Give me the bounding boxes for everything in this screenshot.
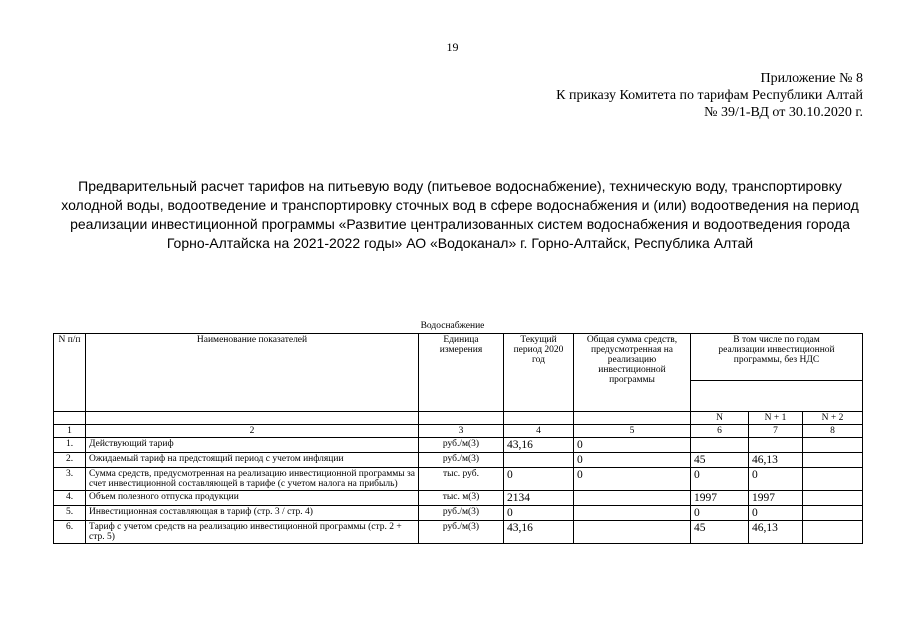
table-row bbox=[54, 453, 863, 468]
row-name: Сумма средств, предусмотренная на реализацию инвестиционной программы за счет инвестиционной составляющей в тарифе (с учетом налога на прибыль) bbox=[86, 468, 419, 491]
row-name: Тариф с учетом средств на реализацию инвестиционной программы (стр. 2 + стр. 5) bbox=[86, 521, 419, 544]
header-year-n2: N + 2 bbox=[803, 412, 863, 425]
row-current: 0 bbox=[504, 506, 574, 521]
row-name: Объем полезного отпуска продукции bbox=[86, 491, 419, 506]
title-line-4: Горно-Алтайска на 2021-2022 годы» АО «Водоканал» г. Горно-Алтайск, Республика Алтай bbox=[166, 235, 754, 251]
row-current: 0 bbox=[504, 468, 574, 491]
header-unit: Единица измерения bbox=[419, 334, 504, 412]
row-total bbox=[574, 506, 691, 521]
header-by-years: В том числе по годам реализации инвестиционной программы, без НДС bbox=[691, 334, 863, 381]
row-year-n: 0 bbox=[691, 506, 749, 521]
page-number: 19 bbox=[446, 40, 459, 54]
header-row bbox=[54, 334, 863, 381]
row-total: 0 bbox=[574, 438, 691, 453]
row-current bbox=[504, 453, 574, 468]
column-number-row bbox=[54, 425, 863, 438]
header-current: Текущий период 2020 год bbox=[504, 334, 574, 412]
row-name: Ожидаемый тариф на предстоящий период с учетом инфляции bbox=[86, 453, 419, 468]
header-years-row bbox=[54, 412, 863, 425]
row-num: 5. bbox=[54, 506, 86, 521]
header-year-n1: N + 1 bbox=[749, 412, 803, 425]
tariff-table bbox=[53, 333, 863, 544]
row-year-n2 bbox=[803, 491, 863, 506]
row-unit: руб./м(3) bbox=[419, 521, 504, 544]
appendix-block bbox=[556, 70, 863, 121]
table-row bbox=[54, 521, 863, 544]
table-row bbox=[54, 491, 863, 506]
row-year-n2 bbox=[803, 468, 863, 491]
row-unit: тыс. м(3) bbox=[419, 491, 504, 506]
table-row bbox=[54, 438, 863, 453]
col-number: 8 bbox=[803, 425, 863, 438]
row-year-n: 1997 bbox=[691, 491, 749, 506]
row-year-n1 bbox=[749, 438, 803, 453]
header-name: Наименование показателей bbox=[86, 334, 419, 412]
row-year-n1: 0 bbox=[749, 468, 803, 491]
row-year-n2 bbox=[803, 521, 863, 544]
row-year-n1: 46,13 bbox=[749, 453, 803, 468]
appendix-line-1: Приложение № 8 bbox=[760, 71, 863, 86]
row-year-n1: 0 bbox=[749, 506, 803, 521]
col-number: 2 bbox=[86, 425, 419, 438]
row-year-n2 bbox=[803, 453, 863, 468]
row-unit: руб./м(3) bbox=[419, 438, 504, 453]
row-num: 1. bbox=[54, 438, 86, 453]
row-total: 0 bbox=[574, 453, 691, 468]
row-unit: руб./м(3) bbox=[419, 453, 504, 468]
row-year-n: 45 bbox=[691, 453, 749, 468]
col-number: 5 bbox=[574, 425, 691, 438]
col-number: 4 bbox=[504, 425, 574, 438]
row-num: 4. bbox=[54, 491, 86, 506]
row-unit: тыс. руб. bbox=[419, 468, 504, 491]
header-year-n: N bbox=[691, 412, 749, 425]
appendix-line-2: К приказу Комитета по тарифам Республики Алтай bbox=[556, 88, 863, 103]
row-year-n bbox=[691, 438, 749, 453]
row-current: 43,16 bbox=[504, 521, 574, 544]
row-num: 6. bbox=[54, 521, 86, 544]
header-total: Общая сумма средств, предусмотренная на реализацию инвестиционной программы bbox=[574, 334, 691, 412]
row-total: 0 bbox=[574, 468, 691, 491]
row-name: Действующий тариф bbox=[86, 438, 419, 453]
title-line-2: холодной воды, водоотведение и транспортировку сточных вод в сфере водоснабжения и (или) водоотведения на период bbox=[61, 197, 859, 213]
col-number: 1 bbox=[54, 425, 86, 438]
row-year-n2 bbox=[803, 506, 863, 521]
title-line-1: Предварительный расчет тарифов на питьевую воду (питьевое водоснабжение), техническую воду, транспортировку bbox=[78, 178, 842, 194]
row-total bbox=[574, 521, 691, 544]
table-caption: Водоснабжение bbox=[420, 321, 485, 331]
row-num: 2. bbox=[54, 453, 86, 468]
row-total bbox=[574, 491, 691, 506]
table-row bbox=[54, 468, 863, 491]
col-number: 3 bbox=[419, 425, 504, 438]
header-num: N п/п bbox=[54, 334, 86, 412]
document-title bbox=[60, 177, 860, 253]
appendix-line-3: № 39/1-ВД от 30.10.2020 г. bbox=[704, 105, 863, 120]
row-year-n1: 46,13 bbox=[749, 521, 803, 544]
col-number: 6 bbox=[691, 425, 749, 438]
row-current: 43,16 bbox=[504, 438, 574, 453]
row-year-n: 45 bbox=[691, 521, 749, 544]
row-current: 2134 bbox=[504, 491, 574, 506]
row-year-n1: 1997 bbox=[749, 491, 803, 506]
row-year-n: 0 bbox=[691, 468, 749, 491]
title-line-3: реализации инвестиционной программы «Развитие централизованных систем водоснабжения и водоотведения города bbox=[70, 216, 850, 232]
row-name: Инвестиционная составляющая в тариф (стр. 3 / стр. 4) bbox=[86, 506, 419, 521]
row-year-n2 bbox=[803, 438, 863, 453]
row-unit: руб./м(3) bbox=[419, 506, 504, 521]
table-row bbox=[54, 506, 863, 521]
col-number: 7 bbox=[749, 425, 803, 438]
row-num: 3. bbox=[54, 468, 86, 491]
